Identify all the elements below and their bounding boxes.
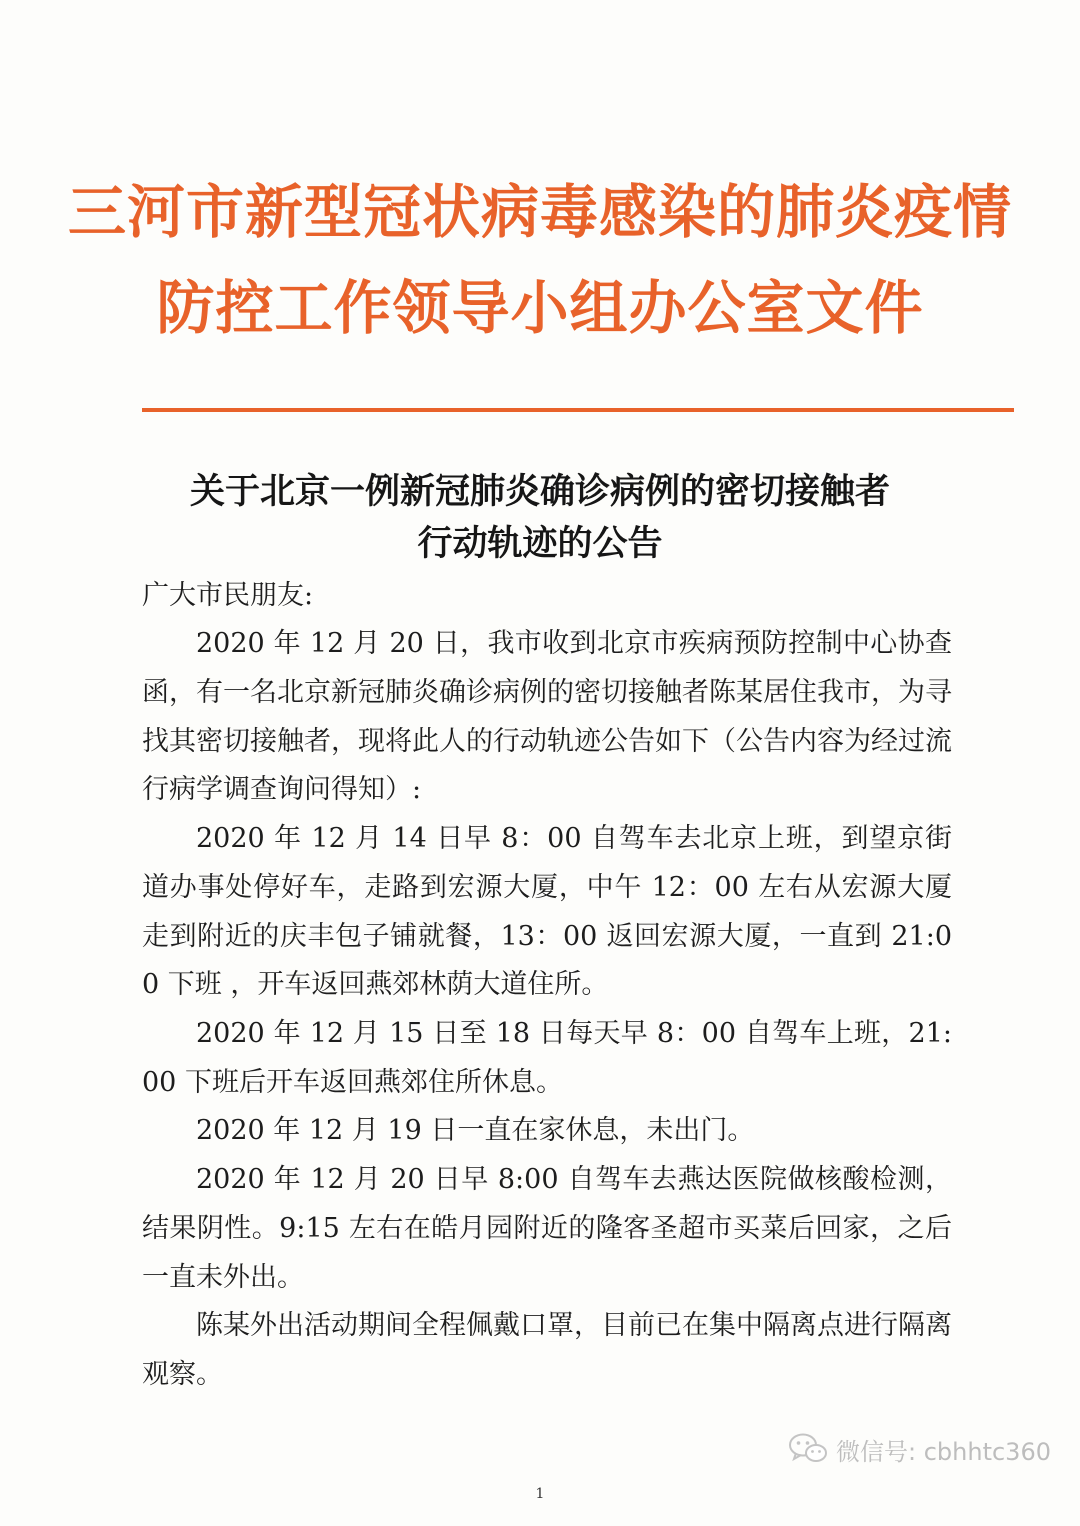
paragraph-intro: 2020 年 12 月 20 日，我市收到北京市疾病预防控制中心协查函，有一名北京新冠肺炎确诊病例的密切接触者陈某居住我市，为寻找其密切接触者，现将此人的行动轨迹公告如下（公告内容为经过流行病学调查询问得知）:: [142, 628, 952, 806]
notice-title-line2: 行动轨迹的公告: [417, 524, 663, 564]
page-number: 1: [535, 1486, 545, 1502]
paragraph-closing: 陈某外出活动期间全程佩戴口罩，目前已在集中隔离点进行隔离观察。: [142, 1310, 952, 1390]
issuing-office-title-line1: 三河市新型冠状病毒感染的肺炎疫情: [67, 178, 1012, 246]
wechat-icon: [788, 1432, 828, 1466]
notice-title-line1: 关于北京一例新冠肺炎确诊病例的密切接触者: [189, 472, 890, 512]
paragraph-dec-14: 2020 年 12 月 14 日早 8：00 自驾车去北京上班，到望京街道办事处停好车，走路到宏源大厦，中午 12：00 左右从宏源大厦走到附近的庆丰包子铺就餐，13：00 返回宏源大厦，一直到 21:00 下班 ，开车返回燕郊林荫大道住所。: [142, 823, 952, 1001]
header-divider: [142, 408, 1014, 412]
issuing-office-title-line2: 防控工作领导小组办公室文件: [156, 274, 924, 342]
watermark-text: 微信号: cbhhtc360: [836, 1437, 1051, 1466]
paragraph-dec-19: 2020 年 12 月 19 日一直在家休息，未出门。: [196, 1115, 755, 1146]
greeting: 广大市民朋友:: [142, 580, 314, 611]
paragraph-dec-15-18: 2020 年 12 月 15 日至 18 日每天早 8：00 自驾车上班，21:00 下班后开车返回燕郊住所休息。: [142, 1018, 952, 1098]
paragraph-dec-20: 2020 年 12 月 20 日早 8:00 自驾车去燕达医院做核酸检测，结果阴性。9:15 左右在皓月园附近的隆客圣超市买菜后回家，之后一直未外出。: [142, 1164, 952, 1293]
wechat-watermark: [788, 1428, 1051, 1470]
